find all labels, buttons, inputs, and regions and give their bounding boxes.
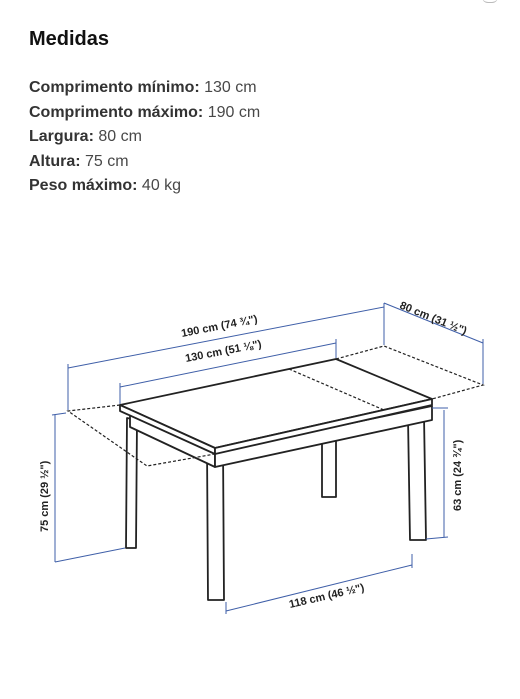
table-drawing xyxy=(120,359,432,600)
spec-height xyxy=(29,150,260,175)
spec-value: 130 cm xyxy=(199,79,257,96)
section-title: Medidas xyxy=(29,28,110,50)
spec-max-weight xyxy=(29,174,260,199)
spec-list xyxy=(29,76,260,199)
dim-label-75: 75 cm (29 ½") xyxy=(39,460,51,532)
spec-max-length xyxy=(29,101,260,126)
spec-value: 40 kg xyxy=(137,177,182,194)
spec-label: Comprimento mínimo: xyxy=(29,79,200,96)
table-leg-back xyxy=(322,438,336,497)
spec-label: Largura: xyxy=(29,128,94,145)
table-leg-left xyxy=(126,418,137,548)
dim-label-63: 63 cm (24 ¾") xyxy=(452,439,464,511)
table-leg-front-left xyxy=(207,446,224,600)
dim-label-130: 130 cm (51 ⅛") xyxy=(184,338,263,365)
spec-min-length xyxy=(29,76,260,101)
table-dimension-diagram xyxy=(0,280,520,680)
dim-label-190: 190 cm (74 ¾") xyxy=(180,313,259,340)
dim-label-118: 118 cm (46 ½") xyxy=(287,581,366,611)
dim-label-80: 80 cm (31 ½") xyxy=(397,299,469,338)
spec-label: Peso máximo: xyxy=(29,177,138,194)
spec-label: Altura: xyxy=(29,152,81,170)
spec-value: 75 cm xyxy=(80,152,129,170)
spec-value: 190 cm xyxy=(203,103,261,121)
top-edge-mark xyxy=(482,0,498,3)
table-leg-front-right xyxy=(408,416,426,540)
spec-value: 80 cm xyxy=(93,128,142,145)
spec-label: Comprimento máximo: xyxy=(29,103,204,121)
spec-width xyxy=(29,125,260,150)
